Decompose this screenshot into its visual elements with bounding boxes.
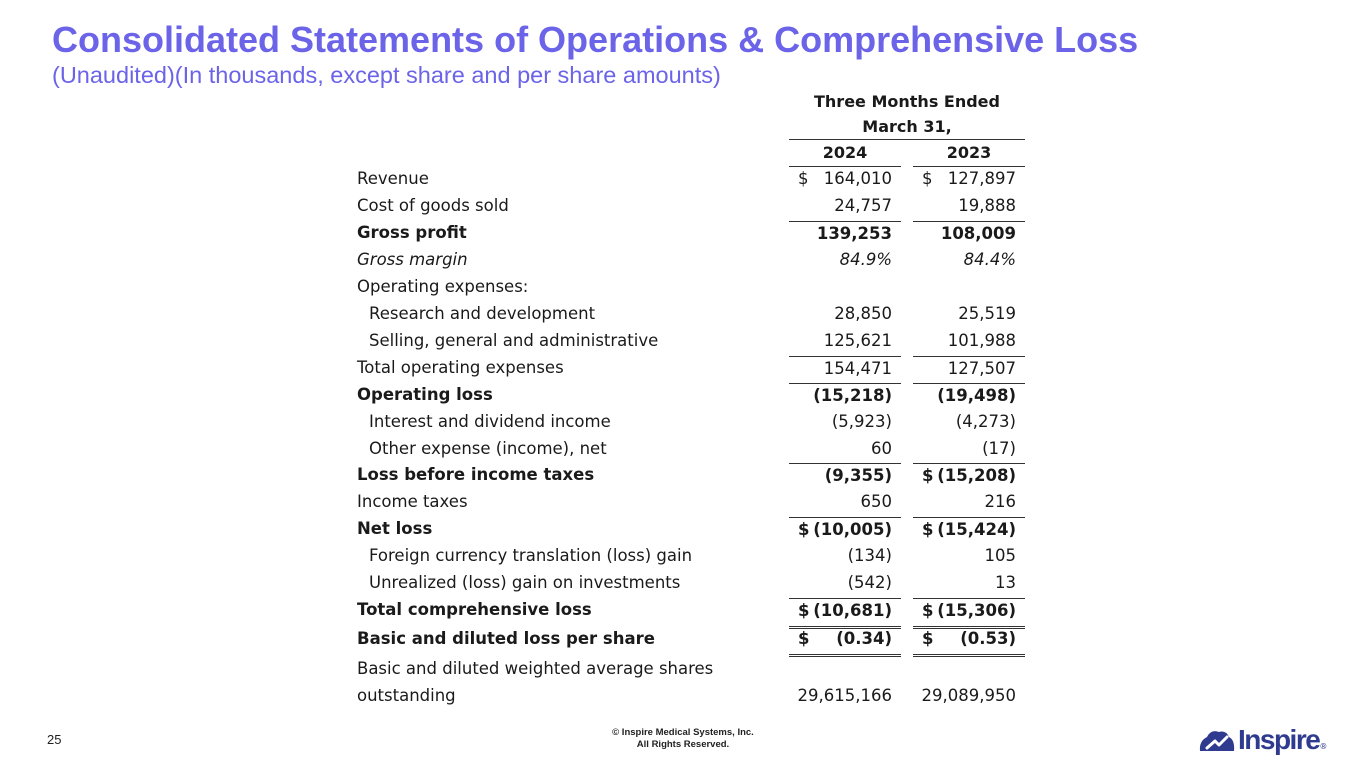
year-header-2023: 2023	[946, 143, 992, 162]
value-2024: (5,923)	[831, 412, 892, 431]
page-number: 25	[47, 732, 62, 747]
row-other-expense	[357, 437, 1037, 464]
row-label: Basic and diluted loss per share	[357, 629, 655, 648]
row-label: Selling, general and administrative	[369, 331, 659, 350]
row-label: Net loss	[357, 519, 433, 538]
period-header	[789, 89, 1025, 139]
period-line-1: Three Months Ended	[814, 92, 1000, 111]
row-gross-profit	[357, 221, 1037, 248]
row-total-operating-expenses	[357, 356, 1037, 383]
currency-symbol: $	[922, 466, 934, 485]
row-label: Revenue	[357, 169, 429, 188]
row-cost-of-goods-sold	[357, 194, 1037, 221]
row-loss-before-taxes	[357, 463, 1037, 490]
row-research-development	[357, 302, 1037, 329]
row-label: Other expense (income), net	[369, 439, 607, 458]
row-weighted-shares	[357, 684, 1037, 711]
row-label: Foreign currency translation (loss) gain	[369, 546, 693, 565]
copyright	[583, 727, 783, 751]
value-2023: 108,009	[940, 224, 1016, 243]
value-2023: (15,208)	[937, 466, 1016, 485]
row-label: Operating loss	[357, 385, 493, 404]
page-subtitle: (Unaudited)(In thousands, except share and per share amounts)	[52, 62, 721, 88]
value-2024: (0.34)	[836, 629, 892, 648]
value-2023: 127,507	[947, 359, 1016, 378]
logo-text: Inspire	[1238, 724, 1320, 755]
currency-symbol: $	[798, 520, 810, 539]
row-interest-dividend-income	[357, 410, 1037, 437]
value-2023: 105	[984, 546, 1016, 565]
currency-symbol: $	[922, 601, 934, 620]
inspire-logo	[1198, 724, 1327, 756]
year-header-2024: 2024	[822, 143, 868, 162]
value-2024: 29,615,166	[797, 686, 892, 705]
value-2023: (17)	[982, 439, 1016, 458]
value-2023: 25,519	[958, 304, 1016, 323]
copyright-line-2: All Rights Reserved.	[636, 739, 730, 750]
value-2023: (15,424)	[937, 520, 1016, 539]
value-2023: 13	[995, 573, 1016, 592]
row-label: Total operating expenses	[357, 358, 564, 377]
value-2024: 28,850	[834, 304, 892, 323]
row-label: Unrealized (loss) gain on investments	[369, 573, 681, 592]
value-2024: (10,005)	[813, 520, 892, 539]
row-label: outstanding	[357, 686, 456, 705]
value-2024: 154,471	[823, 359, 892, 378]
row-label: Interest and dividend income	[369, 412, 611, 431]
row-operating-expenses-heading	[357, 275, 1037, 302]
row-label: Basic and diluted weighted average shares	[357, 659, 714, 678]
row-net-loss	[357, 517, 1037, 544]
currency-symbol: $	[798, 629, 810, 648]
row-gross-margin	[357, 248, 1037, 275]
currency-symbol: $	[922, 520, 934, 539]
row-revenue	[357, 167, 1037, 194]
value-2024: 650	[860, 492, 892, 511]
row-label: Loss before income taxes	[357, 465, 595, 484]
value-2023: 216	[984, 492, 1016, 511]
cloud-logo-icon	[1198, 727, 1236, 753]
row-label: Gross margin	[357, 250, 468, 269]
value-2024: 84.9%	[839, 250, 892, 269]
currency-symbol: $	[798, 169, 809, 188]
currency-symbol: $	[922, 169, 933, 188]
value-2023: 19,888	[958, 196, 1016, 215]
value-2024: (9,355)	[824, 466, 892, 485]
row-label: Cost of goods sold	[357, 196, 509, 215]
row-loss-per-share	[357, 627, 1037, 654]
value-2024: 125,621	[823, 331, 892, 350]
value-2024: 60	[871, 439, 892, 458]
value-2024: (10,681)	[813, 601, 892, 620]
row-label: Total comprehensive loss	[357, 600, 592, 619]
value-2023: (19,498)	[937, 386, 1016, 405]
row-label: Research and development	[369, 304, 596, 323]
row-sga	[357, 329, 1037, 356]
value-2024: (15,218)	[813, 386, 892, 405]
value-2023: (15,306)	[937, 601, 1016, 620]
value-2023: 84.4%	[963, 250, 1016, 269]
row-foreign-currency	[357, 544, 1037, 571]
value-2024: 164,010	[823, 169, 892, 188]
row-income-taxes	[357, 490, 1037, 517]
row-weighted-shares-label	[357, 657, 1037, 684]
copyright-line-1: © Inspire Medical Systems, Inc.	[612, 727, 754, 738]
row-label: Income taxes	[357, 492, 468, 511]
value-2023: (4,273)	[955, 412, 1016, 431]
row-label: Operating expenses:	[357, 277, 529, 296]
value-2024: 24,757	[834, 196, 892, 215]
row-unrealized-investments	[357, 571, 1037, 598]
value-2023: (0.53)	[960, 629, 1016, 648]
value-2024: 139,253	[816, 224, 892, 243]
value-2023: 101,988	[947, 331, 1016, 350]
value-2024: (542)	[847, 573, 892, 592]
registered-mark: ®	[1319, 742, 1328, 751]
row-operating-loss	[357, 383, 1037, 410]
page-title: Consolidated Statements of Operations & Comprehensive Loss	[52, 19, 1139, 60]
currency-symbol: $	[922, 629, 934, 648]
period-line-2: March 31,	[862, 117, 952, 136]
value-2023: 127,897	[947, 169, 1016, 188]
value-2023: 29,089,950	[921, 686, 1016, 705]
row-label: Gross profit	[357, 223, 467, 242]
value-2024: (134)	[847, 546, 892, 565]
period-rule	[789, 139, 1025, 140]
row-total-comprehensive-loss	[357, 598, 1037, 625]
currency-symbol: $	[798, 601, 810, 620]
